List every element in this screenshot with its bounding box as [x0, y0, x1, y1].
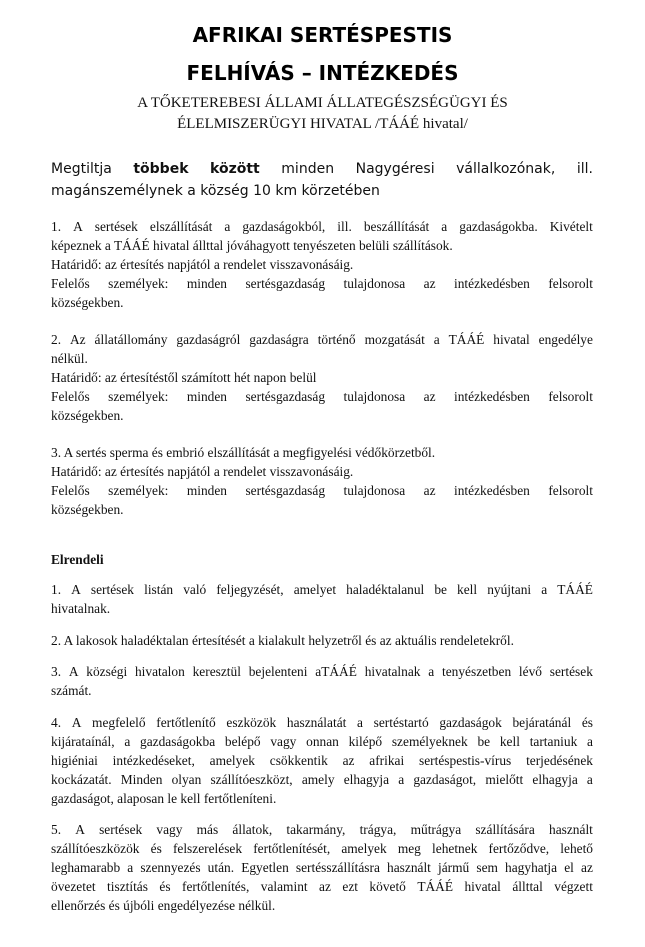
- order-item-3: [51, 662, 593, 700]
- prohibition-deadline: Határidő: az értesítés napjától a rendelet visszavonásáig.: [51, 257, 354, 272]
- prohibition-item-3: [51, 443, 593, 519]
- order-item-1: [51, 580, 593, 618]
- order-text-line: gazdaságot, alaposan le kell fertőtleníteni.: [51, 791, 277, 806]
- order-item-5: [51, 820, 593, 915]
- order-text-line: 3. A községi hivatalon keresztül bejelenteni aTÁÁÉ hivatalnak a tenyészetben lévő sertések: [51, 664, 593, 679]
- order-text-line: 5. A sertések vagy más állatok, takarmány, trágya, műtrágya szállítására használt: [51, 822, 593, 837]
- prohibition-responsible: Felelős személyek: minden sertésgazdaság tulajdonosa az intézkedésben felsorolt: [51, 276, 593, 291]
- prohibition-deadline: Határidő: az értesítéstől számított hét napon belül: [51, 370, 317, 385]
- issuer-line-2: ÉLELMISZERÜGYI HIVATAL /TÁÁÉ hivatal/: [177, 116, 468, 132]
- prohibition-text-line: nélkül.: [51, 351, 88, 366]
- prohibition-text-line: 1. A sertések elszállítását a gazdaságokból, ill. beszállítását a gazdaságokba. Kivételt: [51, 219, 593, 234]
- intro-word: Megtiltja: [51, 161, 112, 177]
- order-item-4: [51, 713, 593, 808]
- prohibition-text-line: képeznek a TÁÁÉ hivatal állttal jóváhagyott tenyészeten belüli szállítások.: [51, 238, 453, 253]
- issuer-line-1: A TŐKETEREBESI ÁLLAMI ÁLLATEGÉSZSÉGÜGYI ÉS: [137, 95, 508, 111]
- prohibition-deadline: Határidő: az értesítés napjától a rendelet visszavonásáig.: [51, 464, 354, 479]
- intro-line-2: magánszemélynek a község 10 km körzetében: [51, 183, 380, 199]
- order-text-line: 2. A lakosok haladéktalan értesítését a kialakult helyzetről és az aktuális rendeletekről.: [51, 633, 514, 648]
- order-text-line: hivatalnak.: [51, 601, 111, 616]
- orders-heading: Elrendeli: [51, 552, 104, 567]
- prohibition-item-2: [51, 330, 593, 425]
- intro-paragraph: [51, 158, 593, 202]
- prohibition-responsible-cont: községekben.: [51, 295, 124, 310]
- prohibition-responsible: Felelős személyek: minden sertésgazdaság tulajdonosa az intézkedésben felsorolt: [51, 483, 593, 498]
- intro-word: vállalkozónak,: [456, 161, 556, 177]
- intro-word: ill.: [576, 161, 593, 177]
- prohibition-responsible: Felelős személyek: minden sertésgazdaság tulajdonosa az intézkedésben felsorolt: [51, 389, 593, 404]
- order-text-line: szállítóeszközök és felszerelések fertőtlenítését, amelyek meg lehetnek fertőződve, lehető: [51, 841, 593, 856]
- order-text-line: számát.: [51, 683, 92, 698]
- order-text-line: kockázatát. Minden olyan szállítóeszközt, amely elhagyja a gazdaságot, mielőtt elhagyja a: [51, 772, 593, 787]
- order-text-line: higiéniai intézkedéseket, amelyek csökkentik az afrikai sertéspestis-vírus terjedésének: [51, 753, 593, 768]
- order-text-line: 4. A megfelelő fertőtlenítő eszközök használatát a sertéstartó gazdaságok bejáratánál és: [51, 715, 593, 730]
- order-text-line: leghamarabb a szennyezés után. Egyetlen sertésszállításra használt jármű sem hagyhatja el az: [51, 860, 593, 875]
- intro-word-bold: között: [210, 161, 260, 177]
- prohibition-text-line: 3. A sertés sperma és embrió elszállítását a megfigyelési védőkörzetből.: [51, 445, 436, 460]
- document-title-line-2: FELHÍVÁS – INTÉZKEDÉS: [186, 61, 459, 85]
- intro-word-bold: többek: [133, 161, 189, 177]
- intro-line-1: [51, 158, 593, 180]
- order-item-2: [51, 631, 593, 650]
- order-text-line: kijárataínál, a gazdaságokba belépő vagy onnan kilépő személyeknek be kell tartaniuk a: [51, 734, 593, 749]
- prohibition-responsible-cont: községekben.: [51, 408, 124, 423]
- prohibition-responsible-cont: községekben.: [51, 502, 124, 517]
- prohibition-item-1: [51, 217, 593, 312]
- intro-word: minden: [281, 161, 335, 177]
- prohibition-text-line: 2. Az állatállomány gazdaságról gazdaságra történő mozgatását a TÁÁÉ hivatal engedélye: [51, 332, 593, 347]
- intro-word: Nagygéresi: [355, 161, 435, 177]
- order-text-line: övezetet tisztítás és fertőtlenítés, valamint az ezt követő TÁÁÉ hivatal állttal végzett: [51, 879, 593, 894]
- order-text-line: ellenőrzés és újbóli engedélyezése nélkül.: [51, 898, 276, 913]
- order-text-line: 1. A sertések listán való feljegyzését, amelyet haladéktalanul be kell nyújtani a TÁÁÉ: [51, 582, 593, 597]
- document-title-line-1: AFRIKAI SERTÉSPESTIS: [192, 23, 453, 47]
